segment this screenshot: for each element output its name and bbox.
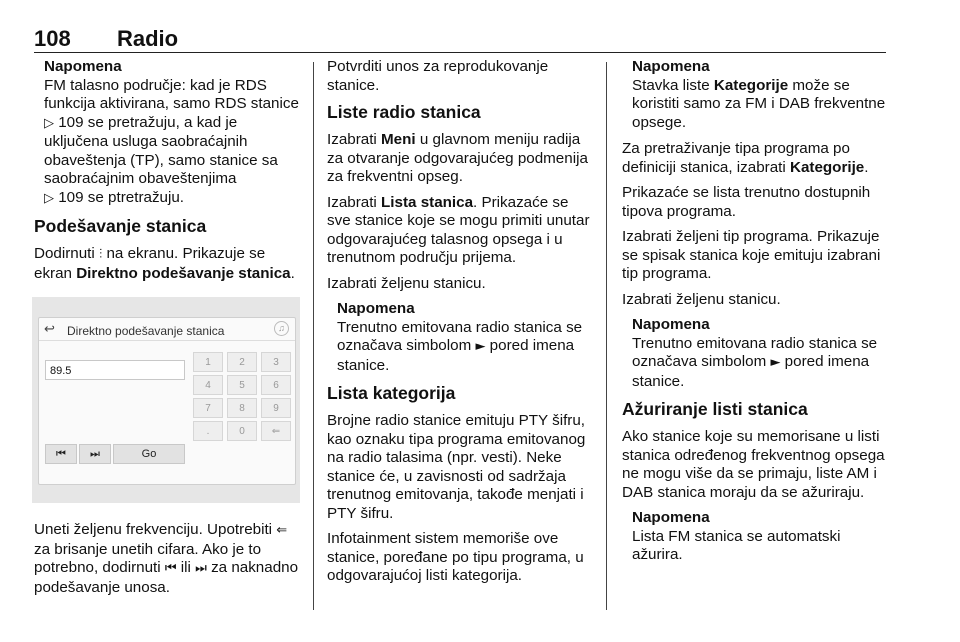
note-text: Stavka liste [632, 76, 714, 94]
note-rds [34, 58, 302, 208]
note-text: 109 se pretražuju, a kad je uključena usluga saobraćajnih obaveštenja (TP), samo stanice sa saobraćajnim obaveštenjima [44, 113, 278, 187]
key-8[interactable]: 8 [227, 398, 257, 418]
music-note-icon[interactable]: ♫ [274, 321, 289, 336]
paragraph [34, 245, 302, 283]
paragraph: Prikazaće se lista trenutno dostupnih tipova programa. [622, 184, 871, 220]
note-title: Napomena [632, 58, 710, 75]
note-text: Trenutno emitovana radio stanica se označava simbolom [632, 334, 878, 370]
note-text: Trenutno emitovana radio stanica se označava simbolom [337, 318, 583, 354]
frequency-input[interactable]: 89.5 [45, 360, 185, 380]
column-divider [313, 62, 314, 610]
screen-title: Direktno podešavanje stanica [67, 324, 225, 338]
paragraph: Izabrati željenu stanicu. [327, 274, 486, 292]
seek-back-icon: ⏮ [164, 561, 177, 576]
play-triangle-icon: ► [770, 355, 781, 370]
paragraph: Brojne radio stanice emituju PTY šifru, kao oznaku tipa programa emitovanog na radio talasima (npr. vesti). Neke stanice će, u zavisnosti od sadržaja trenutnog emitovanja, takođe menjati i PTY šifru. [327, 412, 586, 522]
note-text: pored imena stanice. [632, 353, 870, 390]
key-5[interactable]: 5 [227, 375, 257, 395]
text: Uneti željenu frekvenciju. Upotrebiti [34, 521, 277, 538]
key-1[interactable]: 1 [193, 352, 223, 372]
page-ref-icon: ▷ [44, 115, 54, 131]
key-2[interactable]: 2 [227, 352, 257, 372]
text: u glavnom meniju radija za otvaranje odgovarajućeg podmenija za frekventni opseg. [327, 131, 588, 185]
note-fm-update [622, 509, 890, 565]
heading-station-lists: Liste radio stanica [327, 102, 481, 122]
note-title: Napomena [337, 300, 415, 317]
paragraph: Ako stanice koje su memorisane u listi stanica određenog frekventnog opsega ne mogu više da se primaju, liste AM i DAB stanica moraju da se ažuriraju. [622, 428, 885, 501]
note-categories [622, 58, 890, 132]
bold-term: Direktno podešavanje stanica [76, 264, 291, 282]
text: Dodirnuti [34, 245, 99, 262]
heading-update-lists: Ažuriranje listi stanica [622, 399, 808, 419]
paragraph [327, 131, 595, 187]
direct-tuning-window [38, 317, 296, 485]
bold-term: Kategorije [713, 76, 789, 94]
text: ili [176, 559, 196, 576]
note-text: pored imena stanice. [337, 337, 575, 374]
bold-term: Meni [381, 131, 416, 148]
backspace-icon: ⇐ [276, 523, 288, 538]
key-4[interactable]: 4 [193, 375, 223, 395]
text: na ekranu. Prikazuje se ekran [34, 245, 266, 282]
text: . [290, 264, 295, 282]
column-1 [34, 58, 302, 604]
note-body [44, 77, 302, 209]
paragraph: Infotainment sistem memoriše ove stanice, poređane po tipu programa, u odgovarajućoj listi kategorija. [327, 530, 584, 584]
heading-category-list: Lista kategorija [327, 383, 456, 403]
bold-term: Kategorije [789, 158, 865, 176]
back-arrow-icon[interactable]: ↩ [44, 321, 55, 336]
seek-forward-icon: ⏭ [195, 561, 207, 576]
heading-tuning: Podešavanje stanica [34, 216, 207, 236]
note-text: FM talasno područje: kad je RDS funkcija aktivirana, samo RDS stanice [44, 76, 299, 112]
note-text: može se koristiti samo za FM i DAB frekventne opsege. [632, 76, 886, 131]
column-divider [606, 62, 607, 610]
note-text: 109 se ptretražuju. [58, 188, 185, 206]
screen-illustration [32, 297, 300, 503]
seek-back-button[interactable]: ⏮ [45, 444, 77, 464]
note-current-station [622, 316, 890, 391]
note-body [337, 319, 595, 376]
bold-term: Lista stanica [381, 193, 474, 211]
note-title: Napomena [44, 58, 122, 75]
page-header [34, 24, 886, 54]
page-number: 108 [34, 26, 71, 51]
note-current-station [327, 300, 595, 375]
key-7[interactable]: 7 [193, 398, 223, 418]
note-body: Lista FM stanica se automatski ažurira. [632, 527, 841, 563]
key-dot[interactable]: . [193, 421, 223, 441]
page-ref-icon: ▷ [44, 190, 54, 206]
section-title: Radio [117, 26, 179, 51]
header-rule [34, 52, 886, 53]
text: za brisanje unetih cifara. Ako je to potrebno, dodirnuti [34, 540, 262, 576]
play-triangle-icon: ► [475, 339, 486, 354]
backspace-key[interactable]: ⇐ [261, 421, 291, 441]
text: . Prikazaće se sve stanice koje se mogu primiti unutar odgovarajućeg talasnog opsega i u trenutnom području prijema. [327, 193, 590, 266]
title-bar [39, 318, 295, 341]
paragraph: Izabrati željenu stanicu. [622, 290, 781, 308]
paragraph [327, 194, 595, 268]
note-title: Napomena [632, 509, 710, 526]
text: Za pretraživanje tipa programa po definiciji stanica, izabrati [622, 140, 850, 176]
key-0[interactable]: 0 [227, 421, 257, 441]
text: . [864, 158, 869, 176]
key-9[interactable]: 9 [261, 398, 291, 418]
tune-icon: ⫶ [99, 247, 103, 262]
column-2 [327, 58, 595, 593]
go-button[interactable]: Go [113, 444, 185, 464]
note-body [632, 77, 890, 133]
column-3 [622, 58, 890, 573]
paragraph: Izabrati željeni tip programa. Prikazuje se spisak stanica koje emituju izabrani tip programa. [622, 228, 881, 282]
paragraph [622, 140, 890, 177]
paragraph: Potvrditi unos za reprodukovanje stanice. [327, 58, 549, 94]
text: Izabrati [327, 193, 382, 211]
note-body [632, 335, 890, 392]
seek-forward-button[interactable]: ⏭ [79, 444, 111, 464]
text: za naknadno podešavanje unosa. [34, 559, 299, 596]
note-title: Napomena [632, 316, 710, 333]
text: Izabrati [327, 131, 382, 148]
key-6[interactable]: 6 [261, 375, 291, 395]
paragraph [34, 521, 302, 597]
key-3[interactable]: 3 [261, 352, 291, 372]
